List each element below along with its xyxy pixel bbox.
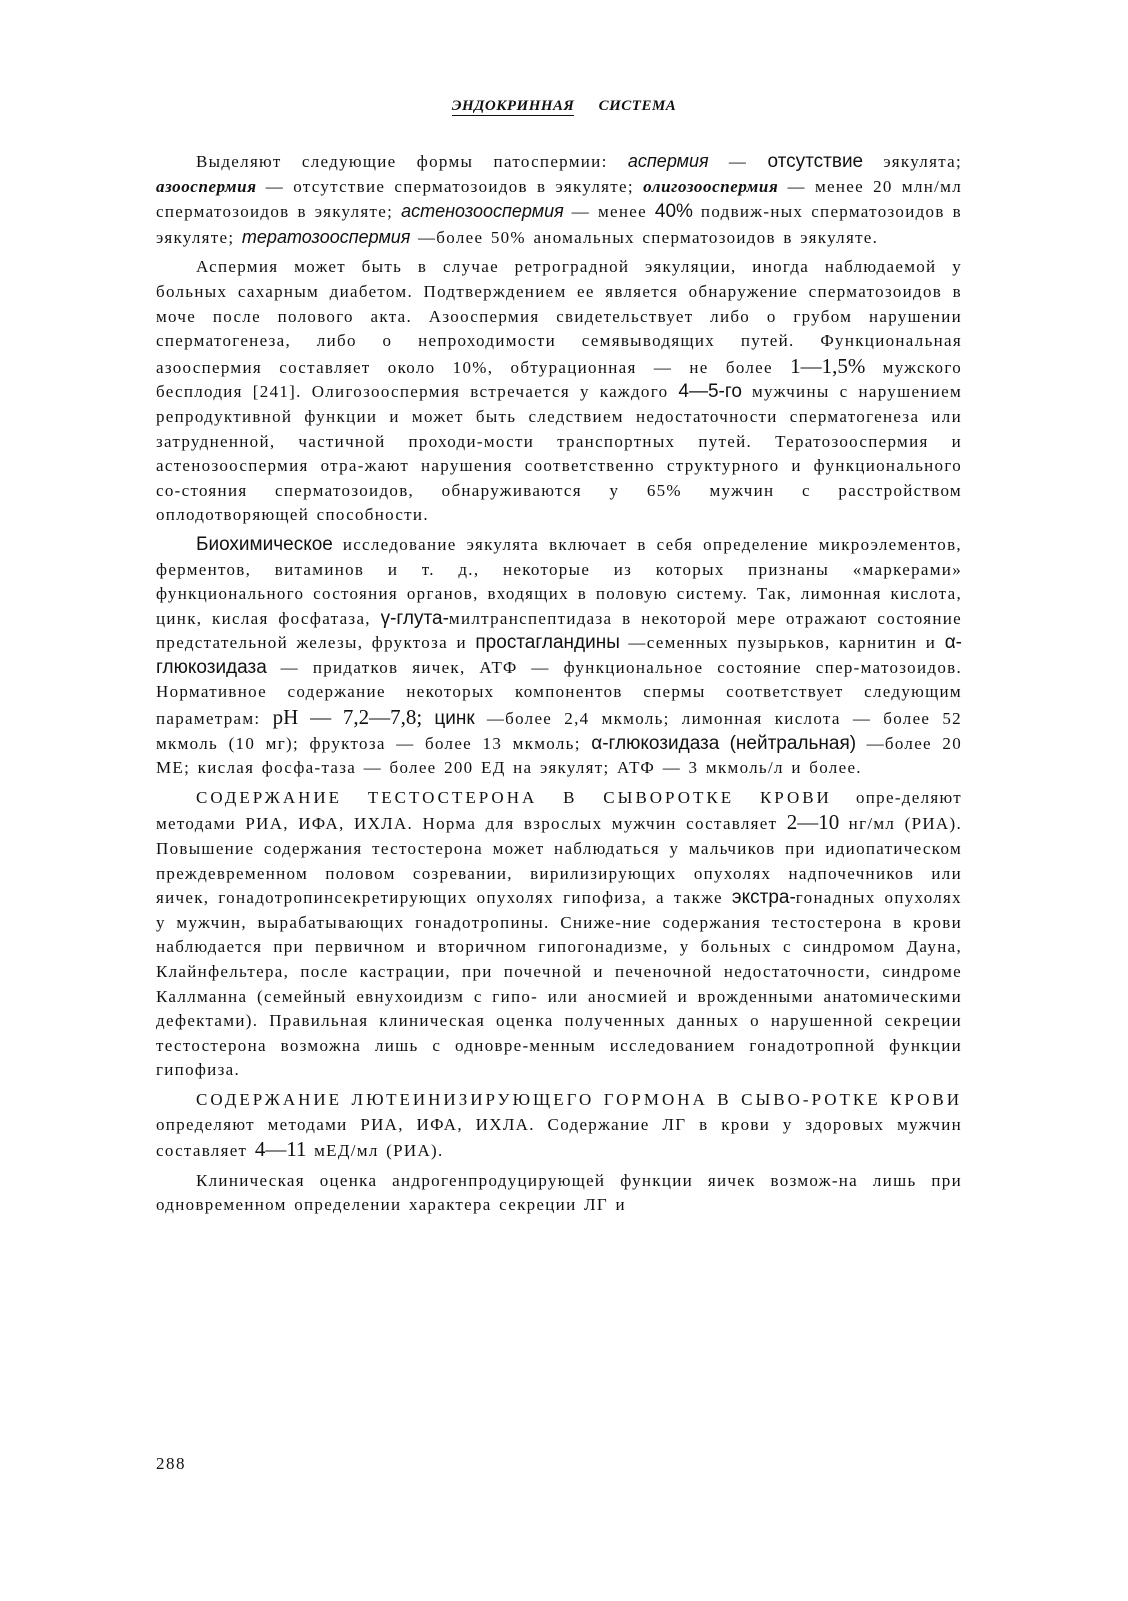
paragraph-biochemical-study	[156, 533, 962, 781]
text-run: — менее 20 млн/мл сперматозоидов в эякуляте;	[156, 176, 963, 222]
term-alpha-glucosidase: α-глюкозидаза	[156, 632, 962, 678]
text-run: — отсутствие сперматозоидов в эякуляте;	[256, 176, 644, 196]
text-run: определяют методами РИА, ИФА, ИХЛА. Содержание ЛГ в крови у здоровых мужчин составляет	[156, 1114, 962, 1161]
page-number: 288	[156, 1454, 186, 1473]
text-run: — менее	[563, 202, 655, 222]
term-aspermia: аспермия	[627, 151, 709, 171]
text-run: опре-деляют методами РИА, ИФА, ИХЛА. Норма для взрослых мужчин составляет	[156, 787, 962, 834]
text-run: Клиническая оценка андрогенпродуцирующей функции яичек возмож-на лишь при одновременном определении характера секреции ЛГ и	[156, 1170, 962, 1215]
text-run: нг/мл (РИА). Повышение содержания тестостерона может наблюдаться у мальчиков при идиопатическом преждевременном половом созревании, вирилизирующих опухолях надпочечников или яичек, гонадотропинсекретирующих опухолях гипофиза, а также	[156, 814, 963, 908]
term-zinc: цинк	[434, 708, 475, 730]
term-gamma-glutamyl: γ-глута-	[380, 607, 449, 629]
text-run: мЕД/мл (РИА).	[306, 1141, 444, 1161]
text-run: Выделяют следующие формы патоспермии:	[196, 152, 628, 171]
term-aspermia-definition: отсутствие	[767, 151, 864, 172]
text-run: милтранспептидаза в некоторой мере отражают состояние предстательной железы, фруктоза и	[156, 608, 963, 653]
term-azoospermia: азооспермия	[156, 176, 257, 196]
section-heading-testosterone: СОДЕРЖАНИЕ ТЕСТОСТЕРОНА В СЫВОРОТКЕ КРОВИ	[196, 787, 832, 807]
text-run: — придатков яичек, АТФ — функциональное состояние спер-матозоидов. Нормативное содержание некоторых компонентов спермы соответствует следующим параметрам:	[156, 657, 962, 729]
text-run: исследование эякулята включает в себя определение микроэлементов, ферментов, витаминов и т. д., некоторые из которых признаны «маркерами» функционального состояния органов, входящих в половую систему. Так, лимонная кислота, цинк, кислая фосфатаза,	[156, 534, 962, 628]
value-every-4-5th: 4—5-го	[678, 381, 742, 403]
paragraph-pathospermia-forms	[156, 149, 962, 250]
page-body	[156, 149, 962, 1223]
running-title-part2: СИСТЕМА	[598, 98, 677, 114]
text-run: —более 20 МЕ; кислая фосфа-таза — более 200 ЕД на эякулят; АТФ — 3 мкмоль/л и более.	[156, 733, 962, 778]
lead-word-biochemical: Биохимическое	[196, 533, 333, 555]
text-run: —	[708, 152, 768, 171]
running-header	[0, 98, 1128, 115]
text-run: мужчины с нарушением репродуктивной функции и может быть следствием недостаточности сперматогенеза или затрудненной, частичной проходи-мости транспортных путей. Тератозооспермия и астенозооспермия отра-жают нарушения соответственно структурного и функционального со-стояния сперматозоидов, обнаруживаются у 65% мужчин с расстройством оплодотворяющей способности.	[156, 382, 963, 525]
term-oligozoospermia: олигозооспермия	[643, 176, 779, 196]
paragraph-luteinizing-hormone	[156, 1088, 962, 1164]
text-run: подвиж-ных сперматозоидов в эякуляте;	[156, 202, 962, 247]
text-run: —более 50% аномальных сперматозоидов в эякуляте.	[410, 227, 879, 247]
text-run	[422, 709, 434, 728]
text-run: мужского бесплодия [241]. Олигозооспермия встречается у каждого	[156, 357, 963, 402]
text-run: эякулята;	[863, 152, 963, 171]
term-asthenozoospermia: астенозооспермия	[401, 201, 564, 222]
paragraph-clinical-assessment	[156, 1169, 962, 1218]
term-teratozoospermia: тератозооспермия	[241, 226, 411, 247]
section-heading-lh: СОДЕРЖАНИЕ ЛЮТЕИНИЗИРУЮЩЕГО ГОРМОНА В СЫВО-РОТКЕ КРОВИ	[196, 1089, 962, 1109]
text-run: —семенных пузырьков, карнитин и	[619, 633, 945, 653]
value-lh-norm: 4—11	[254, 1137, 307, 1162]
paragraph-aspermia-causes	[156, 255, 962, 528]
term-prostaglandins: простагландины	[475, 632, 620, 654]
term-alpha-glucosidase-neutral: α-глюкозидаза (нейтральная)	[591, 732, 857, 754]
running-title-part1: ЭНДОКРИННАЯ	[451, 98, 575, 114]
value-infertility-percent: 1—1,5%	[790, 353, 866, 378]
value-40-percent: 40%	[654, 201, 693, 223]
text-run: —более 2,4 мкмоль; лимонная кислота — более 52 мкмоль (10 мг); фруктоза — более 13 мкмоль;	[156, 709, 962, 753]
term-extra: экстра-	[731, 887, 796, 909]
value-testosterone-norm: 2—10	[786, 810, 840, 835]
text-run: Аспермия может быть в случае ретроградной эякуляции, иногда наблюдаемой у больных сахарным диабетом. Подтверждением ее является обнаружение сперматозоидов в моче после полового акта. Азооспермия свидетельствует либо о грубом нарушении сперматогенеза, либо о непроходимости семявыводящих путей. Функциональная азооспермия составляет около 10%, обтурационная — не более	[156, 257, 962, 377]
text-run: гонадных опухолях у мужчин, вырабатывающих гонадотропины. Сниже-ние содержания тестостерона в крови наблюдается при первичном и вторичном гипогонадизме, у больных с синдромом Дауна, Клайнфельтера, после кастрации, при почечной и печеночной недостаточности, синдроме Каллманна (семейный евнухоидизм с гипо- или аносмией и врожденными анатомическими дефектами). Правильная клиническая оценка полученных данных о нарушенной секреции тестостерона возможна лишь с одновре-менным исследованием гонадотропной функции гипофиза.	[156, 888, 962, 1080]
paragraph-testosterone	[156, 786, 962, 1083]
value-ph-range: pH — 7,2—7,8;	[272, 705, 423, 730]
